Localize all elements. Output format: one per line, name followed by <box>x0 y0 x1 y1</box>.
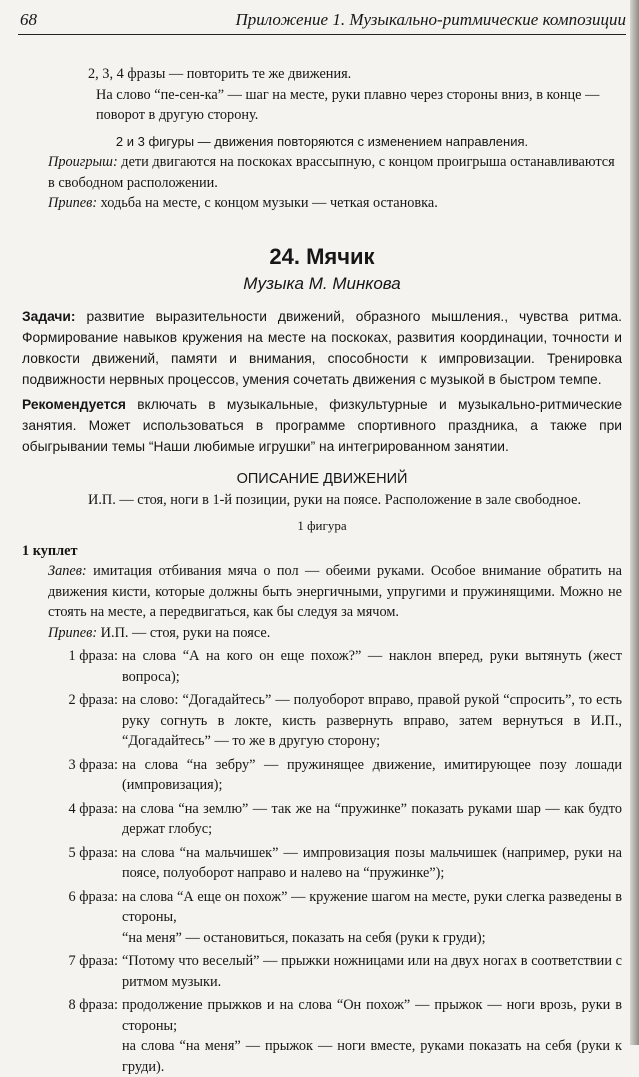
phrase-item <box>22 951 622 992</box>
phrase-label: 1 фраза: <box>68 648 118 664</box>
phrase-main-text: на слова “на землю” — так же на “пружинке” показать руками шар — как будто держат глобус; <box>122 800 622 837</box>
zadachi-paragraph <box>22 306 622 390</box>
phrase-label: 8 фраза: <box>68 997 118 1013</box>
section-subtitle: Музыка М. Минкова <box>243 273 401 293</box>
figure-label: 1 фигура <box>297 518 347 533</box>
proigrysh-text: дети двигаются на поскоках врассыпную, с концом проигрыша останавливаются в свободном расположении. <box>48 154 615 191</box>
phrase-text <box>122 755 622 796</box>
phrase-label: 6 фраза: <box>68 888 118 905</box>
phrase-main-text: на слова “на зебру” — пружинящее движение, имитирующее позу лошади (импровизация); <box>122 756 622 793</box>
pripev2-text: И.П. — стоя, руки на поясе. <box>97 624 271 641</box>
page-number: 68 <box>20 10 37 29</box>
phrase-item <box>22 690 622 752</box>
intro-line-3-text: 2 и 3 фигуры — движения повторяются с изменением направления. <box>115 133 529 149</box>
phrase-extra-text: “на меня” — остановиться, показать на себя (руки к груди); <box>122 929 486 946</box>
pripev2-label: Припев: <box>48 624 98 641</box>
phrase-extra-text: на слова “на меня” — прыжок — ноги вместе, руками показать на себя (руки к груди). <box>122 1038 622 1075</box>
phrase-item <box>22 887 622 949</box>
phrase-item <box>22 843 622 884</box>
phrase-label: 5 фраза: <box>68 844 118 861</box>
zadachi-label: Задачи: <box>22 309 76 324</box>
phrase-list <box>22 646 622 1077</box>
phrase-label: 3 фраза: <box>68 756 118 773</box>
section-title: 24. Мячик <box>269 243 375 269</box>
phrase-main-text: “Потому что веселый” — прыжки ножницами или на двух ногах в соответствии с ритмом музыки. <box>122 953 622 990</box>
page-content <box>22 64 622 1077</box>
phrase-text <box>122 843 622 884</box>
phrase-label: 7 фраза: <box>68 953 118 969</box>
recommend-paragraph <box>22 394 622 457</box>
pripev-paragraph <box>22 623 622 644</box>
zapev-text: имитация отбивания мяча о пол — обеими руками. Особое внимание обратить на движения кисти, которые должны быть энергичными, упругими и пружинящими. Можно не стоять на месте, а передвигаться, как бы следуя за мячом. <box>48 563 622 620</box>
phrase-main-text: продолжение прыжков и на слова “Он похож” — прыжок — ноги врозь, руки в стороны; <box>122 997 622 1034</box>
intro-pripev <box>22 193 622 214</box>
recommend-text: включать в музыкальные, физкультурные и музыкально-ритмические занятия. Может использоваться в программе спортивного праздника, а также при обыгрывании темы “Наши любимые игрушки” на интегрированном занятии. <box>22 397 622 454</box>
phrase-main-text: на слово: “Догадайтесь” — полуоборот вправо, правой рукой “спросить”, то есть руку согнуть в локте, кисть развернуть вправо, затем вернуться в И.П., “Догадайтесь” — то же в другую сторону; <box>122 692 622 749</box>
intro-line-3 <box>22 132 622 153</box>
phrase-item <box>22 755 622 796</box>
running-title: Приложение 1. Музыкально-ритмические композиции <box>235 10 626 29</box>
phrase-text <box>122 951 622 992</box>
phrase-text <box>122 799 622 840</box>
phrase-item <box>22 995 622 1077</box>
description-heading: ОПИСАНИЕ ДВИЖЕНИЙ <box>236 471 408 487</box>
intro-line-1: 2, 3, 4 фразы — повторить те же движения. <box>88 66 352 82</box>
intro-proigrysh <box>22 152 622 193</box>
zapev-paragraph <box>22 561 622 623</box>
starting-position: И.П. — стоя, ноги в 1-й позиции, руки на поясе. Расположение в зале свободное. <box>88 491 582 508</box>
phrase-main-text: на слова “А на кого он еще похож?” — наклон вперед, руки вытянуть (жест вопроса); <box>122 648 622 685</box>
phrase-item <box>22 799 622 840</box>
phrase-label: 2 фраза: <box>68 692 118 708</box>
pripev-label: Припев: <box>48 195 98 211</box>
phrase-main-text: на слова “на мальчишек” — импровизация позы мальчишек (например, руки на поясе, полуоборот направо и налево на “пружинке”); <box>122 844 622 881</box>
phrase-main-text: на слова “А еще он похож” — кружение шагом на месте, руки слегка разведены в стороны, <box>122 888 622 925</box>
phrase-text <box>122 690 622 752</box>
phrase-text <box>122 995 622 1077</box>
zapev-label: Запев: <box>48 563 87 579</box>
kuplet-heading: 1 куплет <box>22 542 78 559</box>
proigrysh-label: Проигрыш: <box>48 154 118 170</box>
zadachi-text: развитие выразительности движений, образного мышления., чувства ритма. Формирование навыков кружения на месте на поскоках, развития координации, точности и ловкости движений, памяти и внимания, способности к импровизации. Тренировка подвижности нервных процессов, умения сочетать движения с музыкой в быстром темпе. <box>22 309 622 387</box>
recommend-label: Рекомендуется <box>22 397 126 412</box>
page-spine-shadow <box>630 0 639 1045</box>
phrase-item <box>22 646 622 687</box>
phrase-label: 4 фраза: <box>68 800 118 817</box>
page-header <box>18 8 626 35</box>
phrase-text <box>122 646 622 687</box>
pripev-text: ходьба на месте, с концом музыки — четкая остановка. <box>97 195 438 211</box>
phrase-text <box>122 887 622 949</box>
intro-line-2: На слово “пе-сен-ка” — шаг на месте, руки плавно через стороны вниз, в конце — поворот в другую сторону. <box>96 86 600 123</box>
